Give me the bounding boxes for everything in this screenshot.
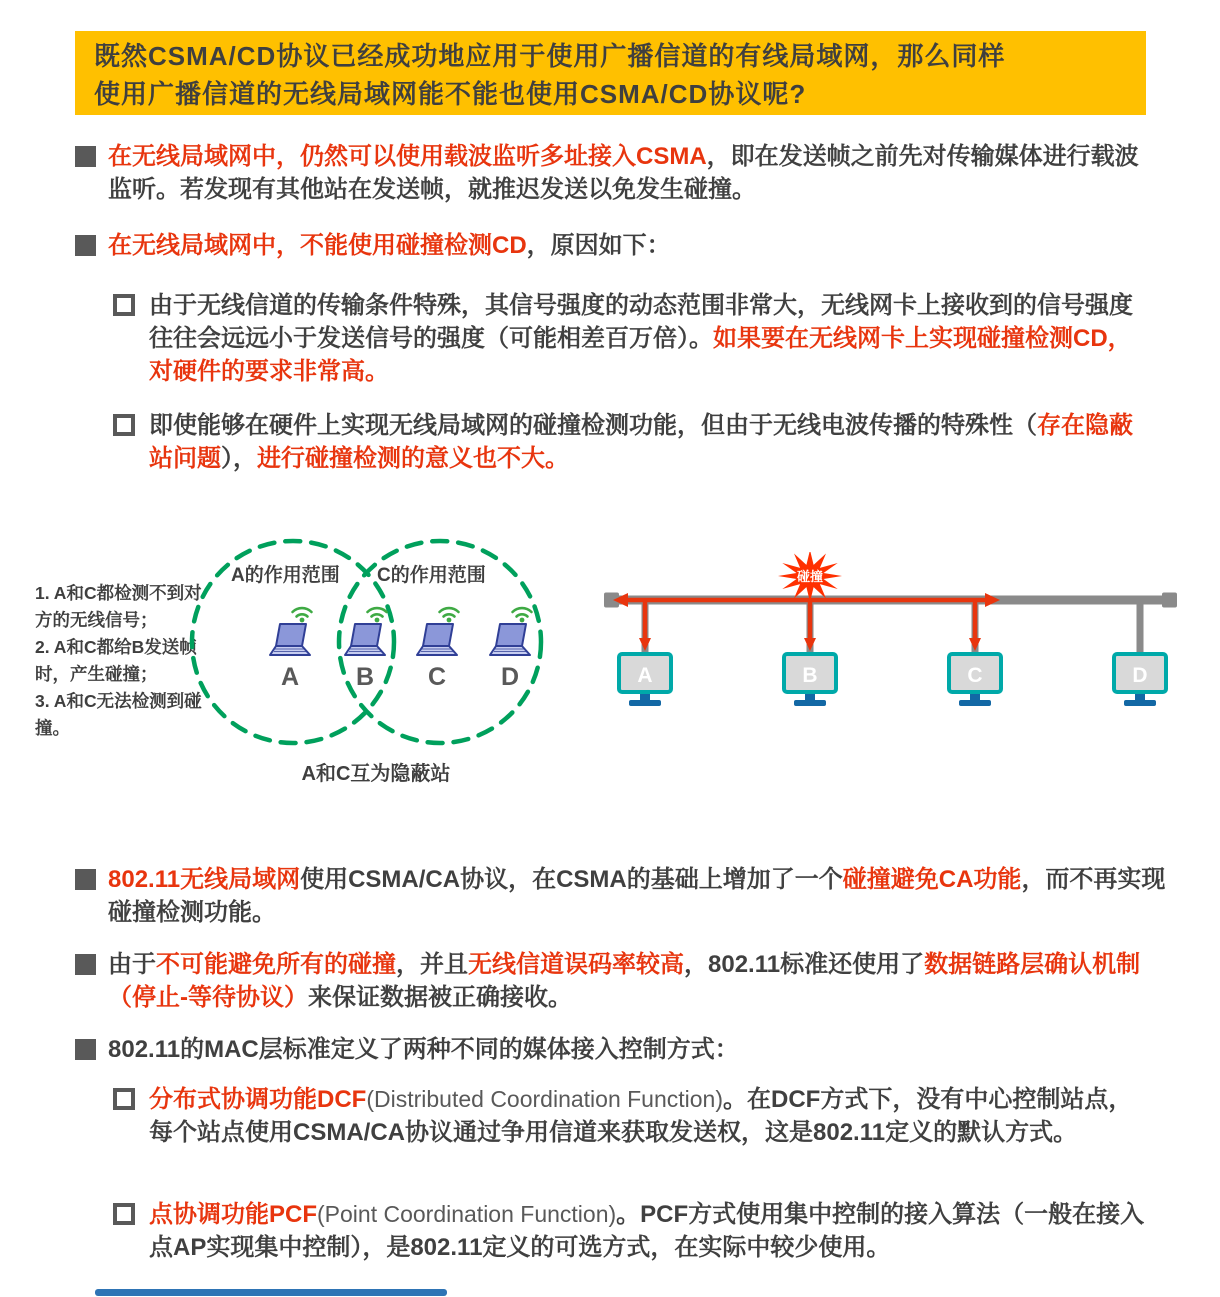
text-run: 进行碰撞检测的意义也不大。: [257, 445, 569, 472]
subbullet-dcf: [113, 1083, 1151, 1149]
text-run: (Point Coordination Function): [317, 1201, 617, 1227]
range-label-c: C的作用范围: [377, 565, 486, 586]
text-run: ，802.11标准还使用了: [684, 951, 925, 978]
bullet-hollow-square-icon: [113, 1203, 135, 1225]
bullet-text: [108, 140, 1153, 206]
station-label-c: C: [427, 663, 447, 691]
banner-line2: 使用广播信道的无线局域网能不能也使用CSMA/CD协议呢?: [94, 79, 807, 109]
text-run: (Distributed Coordination Function): [366, 1086, 723, 1112]
text-run: 使用CSMA/CA协议，在CSMA的基础上增加了一个: [300, 866, 843, 893]
text-run: ，并且: [396, 951, 468, 978]
text-run: 碰撞避免CA功能: [842, 866, 1022, 893]
bullet-square-icon: [75, 869, 96, 890]
bullet-text: [108, 229, 671, 262]
text-run: 无线信道误码率较高: [468, 951, 684, 978]
bullet-text: [149, 1198, 1151, 1264]
bullet-text: [149, 409, 1151, 475]
bullet-square-icon: [75, 1039, 96, 1060]
subbullet-pcf: [113, 1198, 1151, 1264]
text-run: 在无线局域网中，仍然可以使用载波监听多址接入CSMA: [108, 143, 707, 170]
text-run: 不可能避免所有的碰撞: [156, 951, 396, 978]
station-label-b: B: [355, 663, 375, 691]
text-run: 。PCF方式使用集中控制的接入算法（一般在接入点AP实现集中控制），是802.11定义的可选方式，在实际中较少使用。: [149, 1201, 1145, 1261]
text-run: 由于无线信道的传输条件特殊，其信号强度的动态范围非常大，无线网卡上接收到的信号强度往往会远远小于发送信号的强度（可能相差百万倍）。: [149, 292, 1133, 352]
computer-a: [619, 654, 671, 706]
bullet-hollow-square-icon: [113, 1088, 135, 1110]
bullet-square-icon: [75, 235, 96, 256]
collision-burst-icon: [778, 552, 842, 602]
laptop-icon: [270, 608, 312, 655]
text-run: 802.11的MAC层标准定义了两种不同的媒体接入控制方式：: [108, 1036, 739, 1063]
bullet-csma-usable: [75, 140, 1153, 206]
text-run: 来保证数据被正确接收。: [308, 984, 572, 1011]
bullet-text: [149, 289, 1151, 388]
text-run: ，而不再实现碰撞检测功能。: [108, 866, 1166, 926]
text-run: 在无线局域网中，不能使用碰撞检测CD: [108, 232, 527, 259]
bottom-progress-bar: [95, 1289, 447, 1296]
computer-c: [949, 654, 1001, 706]
bullet-square-icon: [75, 146, 96, 167]
collision-label: 碰撞: [796, 569, 824, 584]
computer-label-d: D: [1132, 664, 1148, 687]
laptop-icon: [345, 608, 387, 655]
bullet-text: [108, 1033, 739, 1066]
text-run: 。在DCF方式下，没有中心控制站点，每个站点使用CSMA/CA协议通过争用信道来获取发送权，这是802.11定义的默认方式。: [149, 1086, 1133, 1146]
diagram-caption: A和C互为隐蔽站: [301, 763, 451, 785]
bullet-hollow-square-icon: [113, 294, 135, 316]
text-run: 由于: [108, 951, 156, 978]
station-label-a: A: [280, 663, 300, 691]
laptop-icon: [417, 608, 459, 655]
text-run: ，原因如下：: [526, 232, 671, 259]
text-run: 802.11无线局域网: [108, 866, 301, 893]
bullet-ack-mechanism: [75, 948, 1167, 1014]
bullet-mac-modes: [75, 1033, 1167, 1066]
bullet-text: [108, 948, 1167, 1014]
text-run: ，即在发送帧之前先对传输媒体进行载波监听。若发现有其他站在发送帧，就推迟发送以免发生碰撞。: [108, 143, 1139, 203]
diagram-notes: [35, 580, 209, 742]
diagram-note-2: 2. A和C都给B发送帧时，产生碰撞；: [35, 637, 197, 684]
bullet-text: [108, 863, 1167, 929]
diagram-note-1: 1. A和C都检测不到对方的无线信号；: [35, 583, 202, 630]
range-label-a: A的作用范围: [231, 565, 340, 586]
text-run: 即使能够在硬件上实现无线局域网的碰撞检测功能，但由于无线电波传播的特殊性（: [149, 412, 1037, 439]
bus-collision-diagram: [598, 552, 1183, 707]
diagram-note-3: 3. A和C无法检测到碰撞。: [35, 691, 202, 738]
subbullet-hidden-station: [113, 409, 1151, 475]
title-banner: [75, 31, 1146, 115]
computer-b: [784, 654, 836, 706]
subbullet-signal-strength: [113, 289, 1151, 388]
computer-label-c: C: [967, 664, 983, 687]
bullet-square-icon: [75, 954, 96, 975]
text-run: ），: [221, 445, 257, 472]
bullet-hollow-square-icon: [113, 414, 135, 436]
text-run: 数据链路层确认机制（停止-等待协议）: [108, 951, 1141, 1011]
text-run: 存在隐蔽站问题: [149, 412, 1133, 472]
bullet-text: [149, 1083, 1151, 1149]
station-label-d: D: [500, 663, 520, 691]
bullet-csma-ca: [75, 863, 1167, 929]
banner-line1: 既然CSMA/CD协议已经成功地应用于使用广播信道的有线局域网，那么同样: [94, 41, 1006, 71]
text-run: 分布式协调功能DCF: [149, 1086, 367, 1113]
computer-label-b: B: [802, 664, 818, 687]
computer-d: [1114, 654, 1166, 706]
bullet-cd-not-usable: [75, 229, 1153, 262]
computer-label-a: A: [637, 664, 653, 687]
text-run: 如果要在无线网卡上实现碰撞检测CD，对硬件的要求非常高。: [149, 325, 1132, 385]
text-run: 点协调功能PCF: [149, 1201, 317, 1228]
laptop-icon: [490, 608, 532, 655]
